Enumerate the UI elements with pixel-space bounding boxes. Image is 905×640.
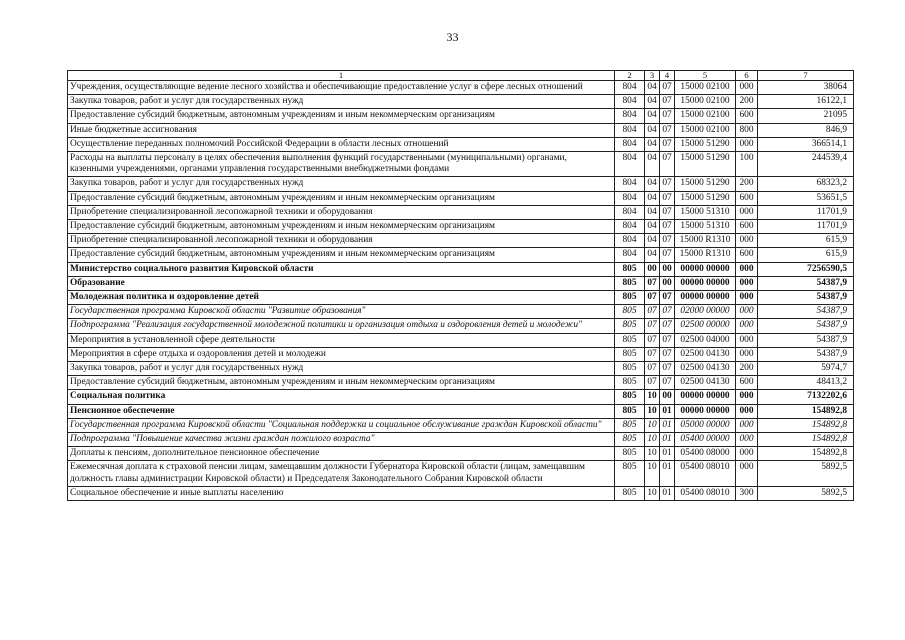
ministry-code: 804 bbox=[615, 177, 645, 191]
subsection-code: 00 bbox=[660, 262, 675, 276]
section-code: 07 bbox=[645, 362, 660, 376]
subsection-code: 07 bbox=[660, 305, 675, 319]
table-row bbox=[68, 177, 854, 191]
ministry-code: 805 bbox=[615, 262, 645, 276]
expense-type-code: 200 bbox=[736, 95, 758, 109]
row-name: Государственная программа Кировской области "Социальная поддержка и социальное обслуживание граждан Кировской области" bbox=[68, 418, 615, 432]
target-item-code: 15000 51310 bbox=[675, 220, 736, 234]
ministry-code: 804 bbox=[615, 81, 645, 95]
row-name: Подпрограмма "Реализация государственной молодежной политики и организация отдыха и оздоровления детей и молодежи" bbox=[68, 319, 615, 333]
expense-type-code: 000 bbox=[736, 137, 758, 151]
expense-type-code: 600 bbox=[736, 109, 758, 123]
section-code: 10 bbox=[645, 486, 660, 500]
expense-type-code: 200 bbox=[736, 177, 758, 191]
section-code: 04 bbox=[645, 137, 660, 151]
target-item-code: 15000 02100 bbox=[675, 81, 736, 95]
expense-type-code: 000 bbox=[736, 418, 758, 432]
section-code: 07 bbox=[645, 305, 660, 319]
table-row bbox=[68, 95, 854, 109]
amount: 154892,8 bbox=[758, 433, 854, 447]
subsection-code: 01 bbox=[660, 447, 675, 461]
amount: 54387,9 bbox=[758, 347, 854, 361]
ministry-code: 804 bbox=[615, 248, 645, 262]
section-code: 04 bbox=[645, 109, 660, 123]
target-item-code: 05400 08000 bbox=[675, 447, 736, 461]
target-item-code: 15000 51290 bbox=[675, 137, 736, 151]
column-number: 7 bbox=[758, 71, 854, 81]
subsection-code: 07 bbox=[660, 191, 675, 205]
ministry-code: 805 bbox=[615, 433, 645, 447]
section-code: 04 bbox=[645, 95, 660, 109]
row-name: Молодежная политика и оздоровление детей bbox=[68, 291, 615, 305]
table-row bbox=[68, 319, 854, 333]
target-item-code: 15000 R1310 bbox=[675, 248, 736, 262]
section-code: 10 bbox=[645, 404, 660, 418]
table-row bbox=[68, 81, 854, 95]
subsection-code: 01 bbox=[660, 404, 675, 418]
expense-type-code: 000 bbox=[736, 305, 758, 319]
ministry-code: 804 bbox=[615, 191, 645, 205]
expense-type-code: 600 bbox=[736, 248, 758, 262]
section-code: 10 bbox=[645, 418, 660, 432]
subsection-code: 01 bbox=[660, 461, 675, 486]
expense-type-code: 000 bbox=[736, 433, 758, 447]
target-item-code: 15000 R1310 bbox=[675, 234, 736, 248]
amount: 846,9 bbox=[758, 123, 854, 137]
section-code: 10 bbox=[645, 447, 660, 461]
table-row bbox=[68, 234, 854, 248]
row-name: Мероприятия в сфере отдыха и оздоровления детей и молодежи bbox=[68, 347, 615, 361]
subsection-code: 07 bbox=[660, 123, 675, 137]
ministry-code: 805 bbox=[615, 333, 645, 347]
subsection-code: 01 bbox=[660, 418, 675, 432]
ministry-code: 804 bbox=[615, 234, 645, 248]
amount: 54387,9 bbox=[758, 333, 854, 347]
section-code: 10 bbox=[645, 390, 660, 404]
amount: 16122,1 bbox=[758, 95, 854, 109]
expense-type-code: 800 bbox=[736, 123, 758, 137]
row-name: Предоставление субсидий бюджетным, автономным учреждениям и иным некоммерческим организациям bbox=[68, 220, 615, 234]
row-name: Расходы на выплаты персоналу в целях обеспечения выполнения функций государственными (муниципальными) органами, казенными учреждениями, органами управления государственными внебюджетными фондами bbox=[68, 152, 615, 177]
expense-type-code: 000 bbox=[736, 347, 758, 361]
table-row bbox=[68, 376, 854, 390]
ministry-code: 805 bbox=[615, 276, 645, 290]
row-name: Предоставление субсидий бюджетным, автономным учреждениям и иным некоммерческим организациям bbox=[68, 191, 615, 205]
target-item-code: 15000 02100 bbox=[675, 123, 736, 137]
table-row bbox=[68, 362, 854, 376]
section-code: 00 bbox=[645, 262, 660, 276]
subsection-code: 07 bbox=[660, 248, 675, 262]
subsection-code: 07 bbox=[660, 220, 675, 234]
section-code: 04 bbox=[645, 81, 660, 95]
amount: 615,9 bbox=[758, 248, 854, 262]
row-name: Закупка товаров, работ и услуг для государственных нужд bbox=[68, 362, 615, 376]
row-name: Доплаты к пенсиям, дополнительное пенсионное обеспечение bbox=[68, 447, 615, 461]
amount: 154892,8 bbox=[758, 418, 854, 432]
row-name: Образование bbox=[68, 276, 615, 290]
section-code: 04 bbox=[645, 234, 660, 248]
column-number: 5 bbox=[675, 71, 736, 81]
amount: 54387,9 bbox=[758, 276, 854, 290]
expense-type-code: 600 bbox=[736, 220, 758, 234]
column-number: 3 bbox=[645, 71, 660, 81]
expense-type-code: 000 bbox=[736, 276, 758, 290]
ministry-code: 804 bbox=[615, 137, 645, 151]
amount: 244539,4 bbox=[758, 152, 854, 177]
section-code: 10 bbox=[645, 433, 660, 447]
subsection-code: 07 bbox=[660, 205, 675, 219]
section-code: 07 bbox=[645, 347, 660, 361]
amount: 48413,2 bbox=[758, 376, 854, 390]
subsection-code: 01 bbox=[660, 486, 675, 500]
target-item-code: 00000 00000 bbox=[675, 404, 736, 418]
target-item-code: 02500 04000 bbox=[675, 333, 736, 347]
expense-type-code: 000 bbox=[736, 461, 758, 486]
section-code: 04 bbox=[645, 205, 660, 219]
row-name: Приобретение специализированной лесопожарной техники и оборудования bbox=[68, 234, 615, 248]
table-row bbox=[68, 137, 854, 151]
target-item-code: 05400 08010 bbox=[675, 461, 736, 486]
amount: 54387,9 bbox=[758, 305, 854, 319]
table-row bbox=[68, 305, 854, 319]
table-row bbox=[68, 248, 854, 262]
row-name: Приобретение специализированной лесопожарной техники и оборудования bbox=[68, 205, 615, 219]
amount: 21095 bbox=[758, 109, 854, 123]
section-code: 10 bbox=[645, 461, 660, 486]
section-code: 07 bbox=[645, 376, 660, 390]
ministry-code: 805 bbox=[615, 362, 645, 376]
amount: 7132202,6 bbox=[758, 390, 854, 404]
target-item-code: 15000 02100 bbox=[675, 109, 736, 123]
subsection-code: 01 bbox=[660, 433, 675, 447]
expense-type-code: 000 bbox=[736, 262, 758, 276]
amount: 38064 bbox=[758, 81, 854, 95]
ministry-code: 805 bbox=[615, 390, 645, 404]
row-name: Учреждения, осуществляющие ведение лесного хозяйства и обеспечивающие предоставление услуг в сфере лесных отношений bbox=[68, 81, 615, 95]
target-item-code: 15000 51290 bbox=[675, 177, 736, 191]
target-item-code: 00000 00000 bbox=[675, 291, 736, 305]
target-item-code: 15000 02100 bbox=[675, 95, 736, 109]
subsection-code: 07 bbox=[660, 234, 675, 248]
expense-type-code: 600 bbox=[736, 376, 758, 390]
ministry-code: 804 bbox=[615, 123, 645, 137]
table-row bbox=[68, 109, 854, 123]
row-name: Ежемесячная доплата к страховой пенсии лицам, замещавшим должности Губернатора Кировской области (лицам, замещавшим должность главы администрации Кировской области) и Председателя Законодательного Собрания Кировской области bbox=[68, 461, 615, 486]
ministry-code: 804 bbox=[615, 152, 645, 177]
row-name: Мероприятия в установленной сфере деятельности bbox=[68, 333, 615, 347]
table-row bbox=[68, 220, 854, 234]
table-row bbox=[68, 404, 854, 418]
ministry-code: 805 bbox=[615, 447, 645, 461]
table-row bbox=[68, 347, 854, 361]
row-name: Осуществление переданных полномочий Российской Федерации в области лесных отношений bbox=[68, 137, 615, 151]
amount: 154892,8 bbox=[758, 447, 854, 461]
subsection-code: 07 bbox=[660, 109, 675, 123]
section-code: 04 bbox=[645, 248, 660, 262]
amount: 7256590,5 bbox=[758, 262, 854, 276]
expense-type-code: 000 bbox=[736, 81, 758, 95]
target-item-code: 15000 51290 bbox=[675, 191, 736, 205]
target-item-code: 02500 04130 bbox=[675, 376, 736, 390]
section-code: 04 bbox=[645, 123, 660, 137]
section-code: 04 bbox=[645, 152, 660, 177]
section-code: 07 bbox=[645, 319, 660, 333]
ministry-code: 804 bbox=[615, 95, 645, 109]
target-item-code: 00000 00000 bbox=[675, 276, 736, 290]
page-number: 33 bbox=[446, 30, 459, 44]
subsection-code: 00 bbox=[660, 390, 675, 404]
ministry-code: 805 bbox=[615, 376, 645, 390]
subsection-code: 07 bbox=[660, 137, 675, 151]
amount: 5892,5 bbox=[758, 486, 854, 500]
table-row bbox=[68, 461, 854, 486]
amount: 11701,9 bbox=[758, 205, 854, 219]
ministry-code: 805 bbox=[615, 418, 645, 432]
amount: 5974,7 bbox=[758, 362, 854, 376]
target-item-code: 02000 00000 bbox=[675, 305, 736, 319]
amount: 615,9 bbox=[758, 234, 854, 248]
expense-type-code: 000 bbox=[736, 390, 758, 404]
target-item-code: 00000 00000 bbox=[675, 390, 736, 404]
ministry-code: 805 bbox=[615, 486, 645, 500]
subsection-code: 07 bbox=[660, 362, 675, 376]
row-name: Предоставление субсидий бюджетным, автономным учреждениям и иным некоммерческим организациям bbox=[68, 109, 615, 123]
ministry-code: 805 bbox=[615, 347, 645, 361]
column-number: 1 bbox=[68, 71, 615, 81]
ministry-code: 804 bbox=[615, 109, 645, 123]
column-number: 4 bbox=[660, 71, 675, 81]
table-row bbox=[68, 418, 854, 432]
expense-type-code: 000 bbox=[736, 404, 758, 418]
table-row bbox=[68, 276, 854, 290]
subsection-code: 07 bbox=[660, 152, 675, 177]
table-row bbox=[68, 205, 854, 219]
amount: 11701,9 bbox=[758, 220, 854, 234]
subsection-code: 07 bbox=[660, 95, 675, 109]
column-number-row bbox=[68, 71, 854, 81]
amount: 366514,1 bbox=[758, 137, 854, 151]
row-name: Государственная программа Кировской области "Развитие образования" bbox=[68, 305, 615, 319]
target-item-code: 15000 51290 bbox=[675, 152, 736, 177]
subsection-code: 07 bbox=[660, 177, 675, 191]
expense-type-code: 000 bbox=[736, 333, 758, 347]
expense-type-code: 000 bbox=[736, 205, 758, 219]
expense-type-code: 600 bbox=[736, 191, 758, 205]
subsection-code: 07 bbox=[660, 333, 675, 347]
amount: 68323,2 bbox=[758, 177, 854, 191]
ministry-code: 805 bbox=[615, 291, 645, 305]
target-item-code: 15000 51310 bbox=[675, 205, 736, 219]
expense-type-code: 000 bbox=[736, 447, 758, 461]
table-row bbox=[68, 152, 854, 177]
amount: 54387,9 bbox=[758, 291, 854, 305]
row-name: Предоставление субсидий бюджетным, автономным учреждениям и иным некоммерческим организациям bbox=[68, 248, 615, 262]
table-row bbox=[68, 486, 854, 500]
expense-type-code: 100 bbox=[736, 152, 758, 177]
section-code: 04 bbox=[645, 177, 660, 191]
subsection-code: 00 bbox=[660, 276, 675, 290]
table-row bbox=[68, 447, 854, 461]
table-row bbox=[68, 291, 854, 305]
amount: 154892,8 bbox=[758, 404, 854, 418]
target-item-code: 02500 04130 bbox=[675, 362, 736, 376]
amount: 5892,5 bbox=[758, 461, 854, 486]
row-name: Закупка товаров, работ и услуг для государственных нужд bbox=[68, 177, 615, 191]
subsection-code: 07 bbox=[660, 81, 675, 95]
target-item-code: 05000 00000 bbox=[675, 418, 736, 432]
subsection-code: 07 bbox=[660, 347, 675, 361]
row-name: Иные бюджетные ассигнования bbox=[68, 123, 615, 137]
column-number: 2 bbox=[615, 71, 645, 81]
ministry-code: 805 bbox=[615, 305, 645, 319]
row-name: Социальное обеспечение и иные выплаты населению bbox=[68, 486, 615, 500]
table-row bbox=[68, 390, 854, 404]
target-item-code: 00000 00000 bbox=[675, 262, 736, 276]
table-row bbox=[68, 191, 854, 205]
row-name: Подпрограмма "Повышение качества жизни граждан пожилого возраста" bbox=[68, 433, 615, 447]
subsection-code: 07 bbox=[660, 376, 675, 390]
amount: 53651,5 bbox=[758, 191, 854, 205]
ministry-code: 804 bbox=[615, 205, 645, 219]
expense-type-code: 300 bbox=[736, 486, 758, 500]
expense-type-code: 200 bbox=[736, 362, 758, 376]
ministry-code: 805 bbox=[615, 461, 645, 486]
budget-table bbox=[67, 70, 854, 501]
section-code: 07 bbox=[645, 291, 660, 305]
table-row bbox=[68, 433, 854, 447]
section-code: 07 bbox=[645, 333, 660, 347]
target-item-code: 05400 08010 bbox=[675, 486, 736, 500]
section-code: 07 bbox=[645, 276, 660, 290]
ministry-code: 804 bbox=[615, 220, 645, 234]
row-name: Министерство социального развития Кировской области bbox=[68, 262, 615, 276]
section-code: 04 bbox=[645, 191, 660, 205]
section-code: 04 bbox=[645, 220, 660, 234]
row-name: Закупка товаров, работ и услуг для государственных нужд bbox=[68, 95, 615, 109]
row-name: Предоставление субсидий бюджетным, автономным учреждениям и иным некоммерческим организациям bbox=[68, 376, 615, 390]
subsection-code: 07 bbox=[660, 319, 675, 333]
target-item-code: 02500 00000 bbox=[675, 319, 736, 333]
table-row bbox=[68, 262, 854, 276]
expense-type-code: 000 bbox=[736, 234, 758, 248]
amount: 54387,9 bbox=[758, 319, 854, 333]
target-item-code: 05400 00000 bbox=[675, 433, 736, 447]
expense-type-code: 000 bbox=[736, 291, 758, 305]
row-name: Пенсионное обеспечение bbox=[68, 404, 615, 418]
expense-type-code: 000 bbox=[736, 319, 758, 333]
table-row bbox=[68, 333, 854, 347]
ministry-code: 805 bbox=[615, 404, 645, 418]
ministry-code: 805 bbox=[615, 319, 645, 333]
column-number: 6 bbox=[736, 71, 758, 81]
row-name: Социальная политика bbox=[68, 390, 615, 404]
table-row bbox=[68, 123, 854, 137]
target-item-code: 02500 04130 bbox=[675, 347, 736, 361]
subsection-code: 07 bbox=[660, 291, 675, 305]
